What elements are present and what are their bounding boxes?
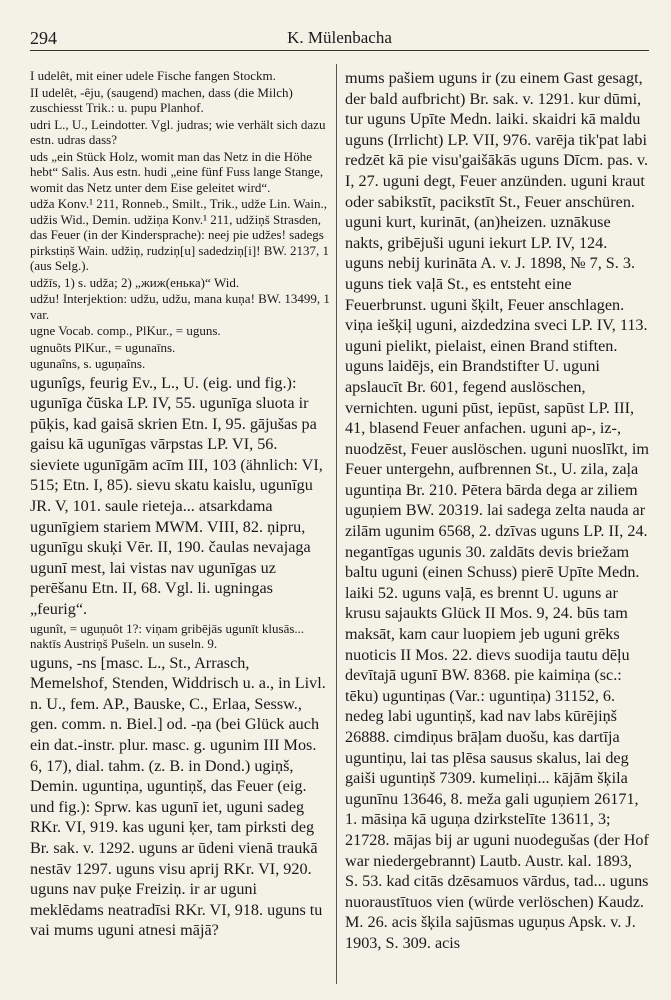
entry-udri: udri L., U., Leindotter. Vgl. judras; wie verhält sich dazu estn. udras dass? [30, 116, 326, 147]
column-divider [336, 64, 337, 984]
entry-udzis: udžīs, 1) s. udža; 2) „жиж(енька)“ Wid. [30, 274, 240, 290]
entry-udelet-1: I udelêt, mit einer udele Fische fangen Stockm. [30, 68, 276, 83]
entry-uds: uds „ein Stück Holz, womit man das Netz in die Höhe hebt“ Salis. Aus estn. hudi „eine fünf Fuss lange Stange, womit das Netz unter dem Eise geleitet wird“. [30, 148, 324, 195]
left-column [30, 68, 330, 988]
entry-udzu: udžu! Interjektion: udžu, udžu, mana kuņa! BW. 13499, 1 var. [30, 291, 330, 322]
page-header [30, 24, 649, 51]
entry-udza: udža Konv.¹ 211, Ronneb., Smilt., Trik., udže Lin. Wain., udžis Wid., Demin. udžiņa Konv.¹ 211, udžiņš Strasden, das Feuer (in der Kindersprache): neej pie udžes! sadegs pirkstiņš Wain. udžiņ, rudziņ[u] sadedziņ[i]! BW. 2137, 1 (aus Selg.). [30, 196, 329, 273]
entry-udelet-2: II udelêt, -êju, (saugend) machen, dass (die Milch) zuschiesst Trik.: u. pupu Planhof. [30, 84, 293, 115]
entry-uguns-continued: mums pašiem uguns ir (zu einem Gast gesagt, der bald aufbricht) Br. sak. v. 1291. kur dūmi, tur uguns Upīte Medn. laiki. skaidri kā maldu uguns (Irrlicht) LP. VII, 976. varēja tik'pat labi redzēt kā pie visu'gaišākās uguns Dīcm. pas. v. I, 27. uguni degt, Feuer anzünden. uguni kraut oder sabikstīt, pacikstīt St., Feuer anschüren. uguni kurt, kurināt, (an)heizen. uznākuse nakts, gribējuši uguni iekurt LP. IV, 124. uguns nebij kurināta A. v. J. 1898, № 7, S. 3. uguns tiek vaļā St., es entsteht eine Feuerbrunst. uguni šķilt, Feuer anschlagen. viņa iešķiļ uguni, aizdedzina sveci LP. IV, 113. uguni pielikt, pielaist, einen Brand stiften. uguns laidējs, ein Brandstifter U. uguni apslaucīt Br. 601, fegend auslöschen, vernichten. uguni pūst, iepūst, sapūst LP. III, 41, blasend Feuer anfachen. uguni ap-, iz-, nuodzēst, Feuer auslöschen. uguni nuoslīkt, im Feuer untergehn, aufbrennen St., U. zila, zaļa uguntiņa Br. 210. Pētera bārda dega ar ziliem uguņiem BW. 20319. lai sadega zelta nauda ar zilām ugunim 6568, 2. dzīvas uguns LP. II, 24. negantīgas ugunis 30. zaldāts devis briežam baltu uguni (einen Schuss) pierē Upīte Medn. laiki 52. uguns vaļā, es brennt U. uguns ar krusu sajaukts Glück II Mos. 9, 24. būs tam maksāt, kam caur luopiem jeb uguni grēks nuoticis II Mos. 22. dievs suodija tautu dēļu devītajā ugunī BW. 8368. pie kaimiņa (sc.: tēku) uguntiņas (Var.: uguntiņa) 31152, 6. nedeg labi uguntiņš, kad nav labs kūrējiņš 26888. cimdiņus brāļam duošu, kas dartīja uguntiņu, lai tas plēsa sausus skalus, lai deg gaiši uguntiņš 7309. kumeliņi... kājām šķila ugunīnu 13646, 8. meža gali uguņiem 26171, 1. māsiņa kā uguņa dzirkstelīte 13611, 3; 21728. mājas bij ar uguni nuodegušas (der Hof war niedergebrannt) Lautb. Austr. kal. 1893, S. 53. kad citās dzēsamuos vārdus, tad... uguns nuoraustītuos vien (würde verlöschen) Kaudz. M. 26. acis šķila sajūsmas uguņus Apsk. v. J. 1903, S. 309. acis [345, 69, 649, 952]
entry-uguns: uguns, -ns [masc. L., St., Arrasch, Memelshof, Stenden, Widdrisch u. a., in Livl. n. U., fem. AP., Bauske, C., Erlaa, Sessw., gen. comm. n. Biel.] od. -ņa (bei Glück auch ein dat.-instr. plur. masc. g. ugunim III Mos. 6, 17), dial. tahm. (z. B. in Dond.) ugiņš, Demin. uguntiņa, uguntiņš, das Feuer (eig. und fig.): Sprw. kas ugunī iet, uguni sadeg RKr. VI, 919. kas uguni ķer, tam pirksti deg Br. sak. v. 1292. uguns ar ūdeni vienā traukā nestāv 1297. uguns visu aprij RKr. VI, 920. uguns nav puķe Freiziņ. ir ar uguni meklēdams neatradīsi RKr. VI, 918. uguns tu vai mums uguni atnesi mājā? [30, 653, 326, 940]
page-number: 294 [30, 28, 57, 48]
entry-ugunigs: ugunîgs, feurig Ev., L., U. (eig. und fig.): ugunīga čūska LP. IV, 55. ugunīga sluota ir pūķis, kad gaisā skrien Etn. I, 95. gājušas pa gaisu kā ugunīgas vārpstas LP. VI, 56. sieviete ugunīgām acīm III, 103 (ähnlich: VI, 515; Etn. I, 85). sievu skatu kaislu, ugunīgu JR. V, 101. saule rieteja... atsarkdama ugunīgiem stariem MWM. VIII, 82. ņipru, ugunīgu skuķi Vēr. II, 190. čaulas nevajaga ugunī mest, lai vistas nav ugunīgas uz perēšanu Etn. II, 68. Vgl. li. ugningas „feurig“. [30, 373, 323, 619]
entry-ugunit: ugunît, = uguņuôt 1?: viņam gribējās ugunīt klusās... naktīs Austriņš Pušeln. un suseln. 9. [30, 620, 305, 652]
entry-ugunains: ugunaîns, s. uguņaîns. [30, 356, 146, 371]
entry-ugnuots: ugnuõts PlKur., = ugunaīns. [30, 339, 176, 355]
running-head: K. Mülenbacha [287, 28, 392, 47]
right-column [345, 68, 649, 988]
entry-ugne: ugne Vocab. comp., PlKur., = uguns. [30, 323, 221, 338]
